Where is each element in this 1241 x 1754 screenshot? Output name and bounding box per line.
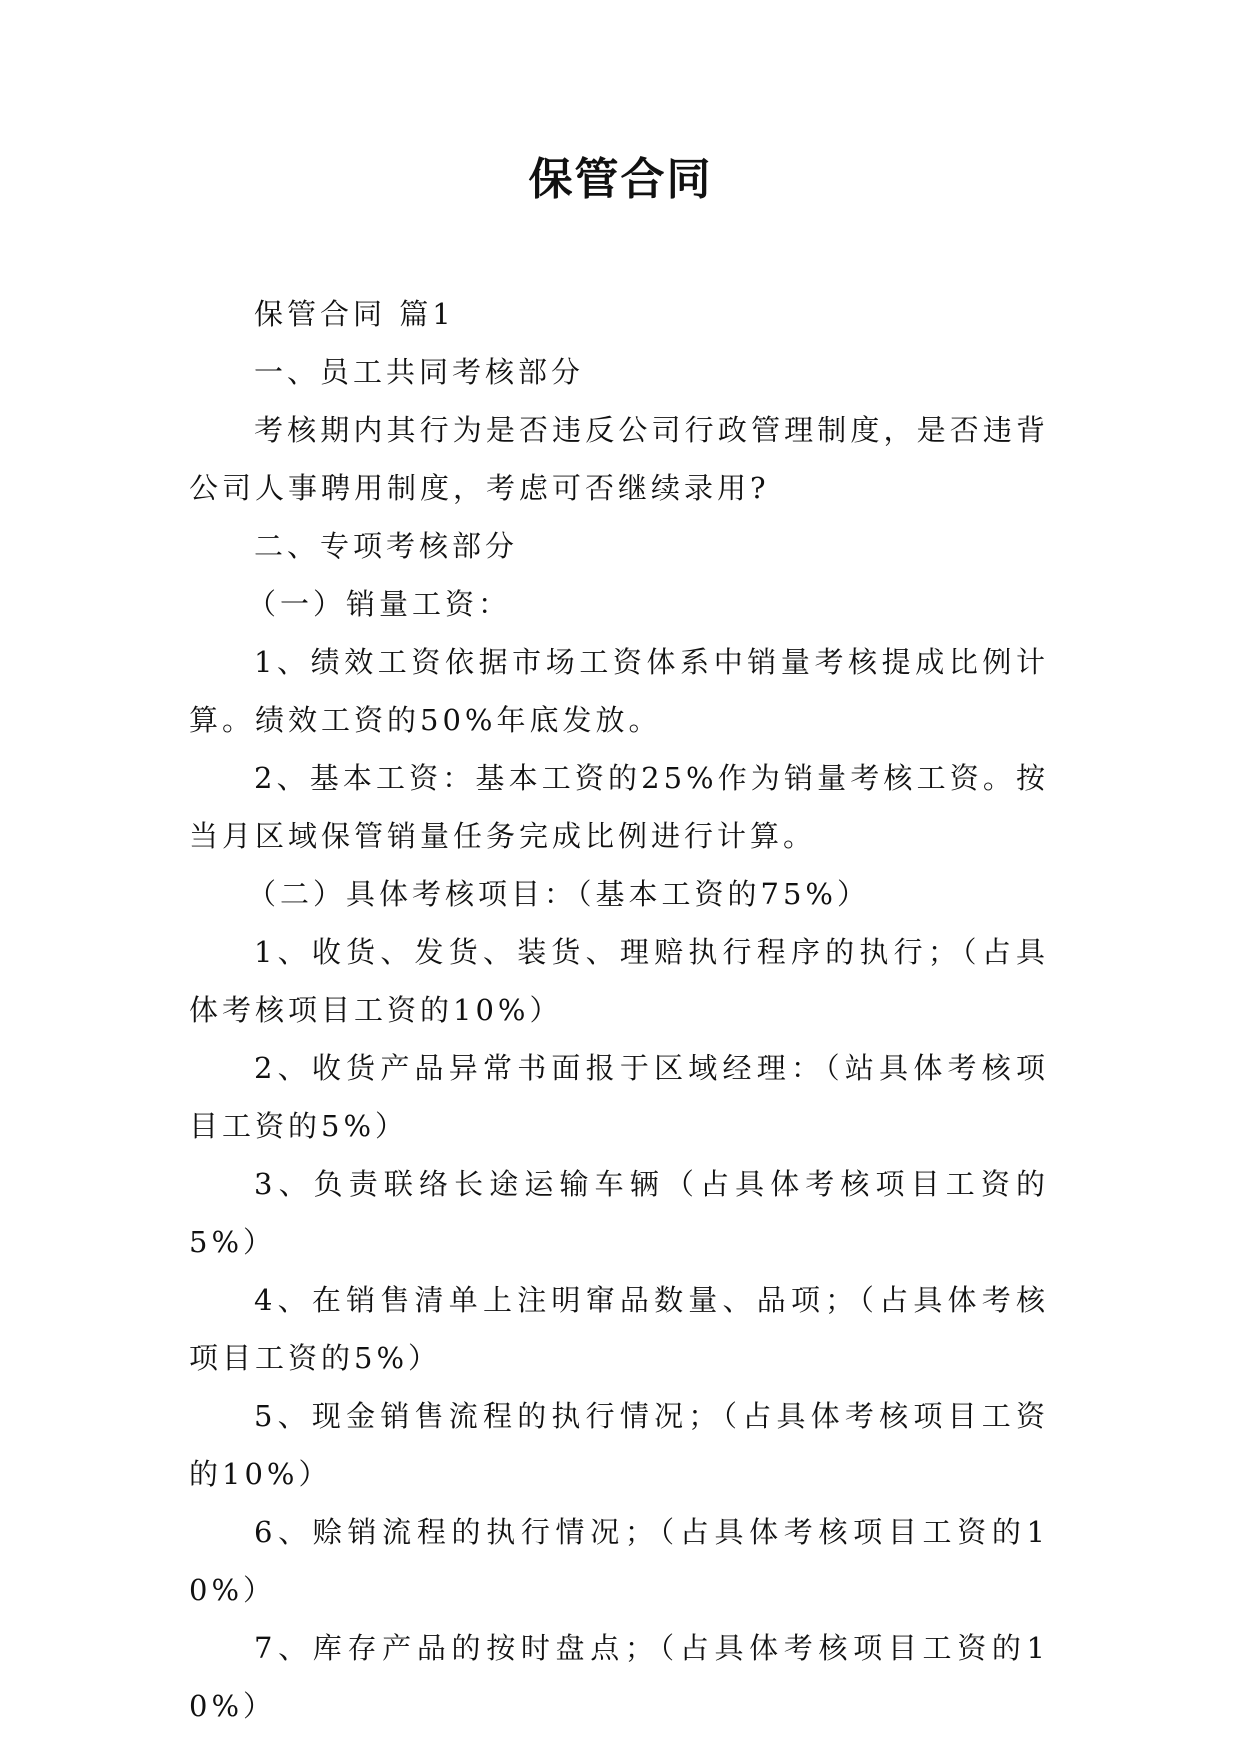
- list-item: 2、基本工资：基本工资的25%作为销量考核工资。按当月区域保管销量任务完成比例进行计算。: [189, 761, 1049, 853]
- document-title: 保管合同: [528, 154, 713, 205]
- subsection-heading: （二）具体考核项目：（基本工资的75%）: [247, 877, 870, 911]
- list-item: 3、负责联络长途运输车辆（占具体考核项目工资的5%）: [189, 1167, 1049, 1259]
- list-item: 2、收货产品异常书面报于区域经理：（站具体考核项目工资的5%）: [189, 1051, 1049, 1143]
- section-heading: 保管合同 篇1: [254, 297, 455, 331]
- document-body: [189, 285, 1049, 1735]
- part-heading: 二、专项考核部分: [254, 529, 519, 563]
- list-item: 1、绩效工资依据市场工资体系中销量考核提成比例计算。绩效工资的50%年底发放。: [189, 645, 1049, 737]
- list-item: 5、现金销售流程的执行情况；（占具体考核项目工资的10%）: [189, 1399, 1049, 1491]
- list-item: 4、在销售清单上注明窜品数量、品项；（占具体考核项目工资的5%）: [189, 1283, 1049, 1375]
- subsection-heading: （一）销量工资：: [247, 587, 512, 621]
- list-item: 7、库存产品的按时盘点；（占具体考核项目工资的10%）: [189, 1631, 1049, 1723]
- part-heading: 一、员工共同考核部分: [254, 355, 585, 389]
- list-item: 1、收货、发货、装货、理赔执行程序的执行；（占具体考核项目工资的10%）: [189, 935, 1049, 1027]
- paragraph: 考核期内其行为是否违反公司行政管理制度，是否违背公司人事聘用制度，考虑可否继续录用?: [189, 413, 1049, 505]
- list-item: 6、赊销流程的执行情况；（占具体考核项目工资的10%）: [189, 1515, 1049, 1607]
